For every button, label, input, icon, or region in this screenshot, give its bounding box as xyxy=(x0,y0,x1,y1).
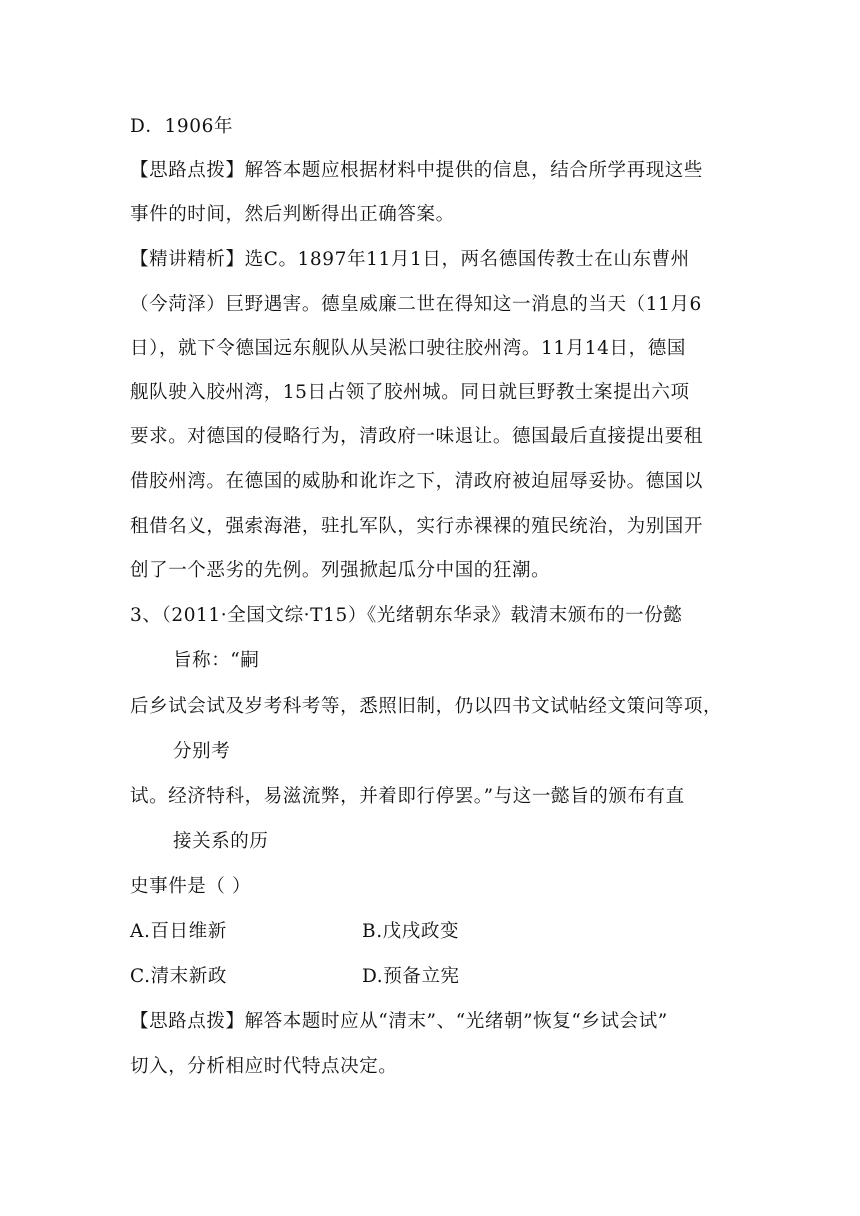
option-a: A.百日维新 xyxy=(130,921,227,942)
analysis-line-8: 创了一个恶劣的先例。列强掀起瓜分中国的狂潮。 xyxy=(130,560,551,581)
analysis-line-6: 借胶州湾。在德国的威胁和讹诈之下，清政府被迫屈辱妥协。德国以 xyxy=(130,471,704,492)
analysis-line-5: 要求。对德国的侵略行为，清政府一味退让。德国最后直接提出要租 xyxy=(130,426,704,447)
analysis-line-3: 日），就下令德国远东舰队从吴淞口驶往胶州湾。11月14日，德国 xyxy=(130,338,686,359)
analysis-line-7: 租借名义，强索海港，驻扎军队，实行赤裸裸的殖民统治，为别国开 xyxy=(130,516,704,537)
question-3-line-2: 旨称：“嗣 xyxy=(173,650,260,671)
question-3-line-6: 接关系的历 xyxy=(173,831,269,852)
question-3-line-3: 后乡试会试及岁考科考等，悉照旧制，仍以四书文试帖经文策问等项， xyxy=(130,696,723,717)
analysis-line-2: （今菏泽）巨野遇害。德皇威廉二世在得知这一消息的当天（11月6 xyxy=(130,294,702,315)
hint-2-line-1: 【思路点拨】解答本题时应从“清末”、“光绪朝”恢复“乡试会试” xyxy=(130,1011,668,1032)
hint-line-1: 【思路点拨】解答本题应根据材料中提供的信息，结合所学再现这些 xyxy=(130,160,704,181)
analysis-line-1: 【精讲精析】选C。1897年11月1日，两名德国传教士在山东曹州 xyxy=(130,249,690,270)
analysis-line-4: 舰队驶入胶州湾，15日占领了胶州城。同日就巨野教士案提出六项 xyxy=(130,382,690,403)
option-d: D.预备立宪 xyxy=(362,966,460,987)
option-d-1906: D．1906年 xyxy=(130,116,234,137)
question-3-line-4: 分别考 xyxy=(173,741,231,762)
option-c: C.清末新政 xyxy=(130,966,227,987)
hint-2-line-2: 切入，分析相应时代特点决定。 xyxy=(130,1056,398,1077)
question-3-line-7: 史事件是（ ） xyxy=(130,876,252,897)
hint-line-2: 事件的时间，然后判断得出正确答案。 xyxy=(130,204,455,225)
question-3-line-1: 3、（2011·全国文综·T15）《光绪朝东华录》载清末颁布的一份懿 xyxy=(130,605,683,626)
option-b: B.戊戌政变 xyxy=(362,921,460,942)
question-3-line-5: 试。经济特科，易滋流弊，并着即行停罢。”与这一懿旨的颁布有直 xyxy=(130,786,685,807)
